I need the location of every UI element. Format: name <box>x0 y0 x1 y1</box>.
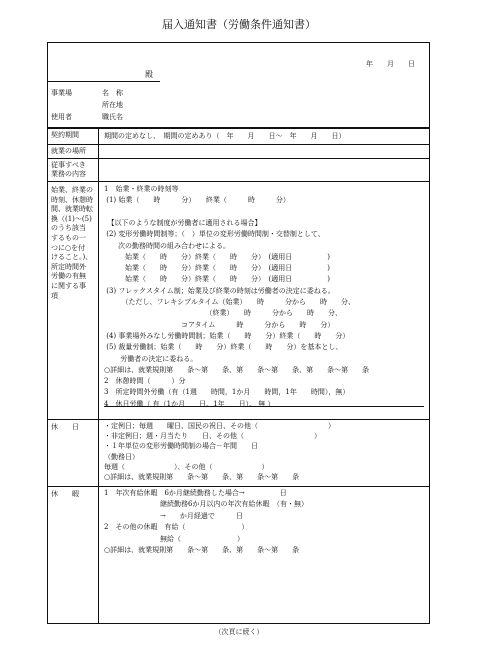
hours-line: (1) 始業（ 時 分） 終業（ 時 分） <box>104 196 290 205</box>
row-divider <box>48 486 429 487</box>
hours-label-line: つに○を付 <box>51 243 86 252</box>
row-divider <box>48 144 429 145</box>
employer-position-label: 職氏名 <box>102 113 123 121</box>
hours-line: (4) 事業場外みなし労働時間制；始業（ 時 分）終業（ 時 分） <box>104 331 350 340</box>
hours-line: (3) フレックスタイム制；始業及び終業の時刻は労働者の決定に委ねる。 <box>104 286 335 295</box>
hours-line: コアタイム 時 分から 時 分） <box>104 320 335 329</box>
leave-line: 無給（ ） <box>104 534 244 543</box>
addressee-honorific: 殿 <box>145 70 153 79</box>
hours-line: 4 休日労働（ 有（1か月 日、1年 日）、 無 ） <box>104 399 275 408</box>
row-divider <box>48 158 429 159</box>
hours-line: 始業（ 時 分）終業（ 時 分） (適用日 ) <box>104 275 330 284</box>
hours-line: 労働者の決定に委ねる。 <box>104 354 198 363</box>
row-divider <box>48 419 429 420</box>
hours-label-line: に関する事 <box>51 282 86 290</box>
continued-note: （次頁に続く） <box>214 628 264 636</box>
date-line: 年 月 日 <box>366 60 415 68</box>
holidays-line: ・定例日；毎週 曜日、国民の祝日、その他（ ） <box>104 422 335 430</box>
hours-line: (2) 変形労働時間制等；（ ）単位の変形労働時間制・交替制として、 <box>104 230 325 239</box>
hours-label-line: 間、就業時転 <box>51 205 93 214</box>
employer-address-label: 所在地 <box>102 101 123 109</box>
holidays-line: ・１年単位の変形労働時間制の場合－年間 日 <box>104 442 258 451</box>
hours-line: （終業） 時 分から 時 分、 <box>104 309 342 318</box>
hours-label-line: けること。)、 <box>51 253 93 262</box>
leave-line: 1 年次有給休暇 6か月継続勤務した場合→ 日 <box>104 489 287 497</box>
row-divider <box>48 181 429 182</box>
hours-label-line: 項 <box>51 291 58 300</box>
hours-label-line: 労働の有無 <box>51 272 86 281</box>
holidays-line: ・非定例日；週・月当たり 日、その他（ ） <box>104 432 321 441</box>
user-label: 使用者 <box>51 113 72 121</box>
hours-line: 次の勤務時間の組み合わせによる。 <box>104 241 230 250</box>
duties-label-2: 業務の内容 <box>51 170 86 178</box>
duties-label-1: 従事すべき <box>51 161 86 169</box>
section-divider <box>48 127 429 129</box>
hours-label-line: 始業、終業の <box>51 186 93 194</box>
holidays-line: （勤務日） <box>104 452 139 461</box>
hours-line: 始業（ 時 分）終業（ 時 分） (適用日 ) <box>104 252 330 261</box>
contract-label: 契約期間 <box>51 131 79 139</box>
hours-line: ○詳細は、就業規則第 条～第 条、第 条～第 条、第 条～第 条 <box>104 365 370 374</box>
label-column-divider <box>98 127 99 624</box>
hours-label-line: のうち該当 <box>51 224 86 233</box>
hours-label-line: 時刻、休憩時 <box>51 195 93 204</box>
addressee-underline <box>48 81 160 82</box>
contract-text: 期間の定めなし、 期間の定めあり（ 年 月 日～ 年 月 日） <box>104 132 346 140</box>
hours-label-line: 所定時間外 <box>51 262 86 271</box>
leave-line: → か月経過で 日 <box>104 511 243 520</box>
leave-line: ○詳細は、就業規則第 条～第 条、第 条～第 条 <box>104 546 300 554</box>
workplace-label: 就業の場所 <box>51 147 86 155</box>
hours-line: 2 休憩時間（ ）分 <box>104 377 186 386</box>
hours-line: （ただし、フレキシブルタイム（始業） 時 分から 時 分、 <box>104 298 355 306</box>
holidays-line: ○詳細は、就業規則第 条～第 条、第 条～第 条 <box>104 473 300 481</box>
employer-name-label: 名 称 <box>102 89 123 97</box>
hours-line: (5) 裁量労働制；始業（ 時 分）終業（ 時 分）を基本とし、 <box>104 343 343 352</box>
hours-line: 3 所定時間外労働（有（1週 時間，1か月 時間，1年 時間），無） <box>104 388 350 397</box>
business-label: 事業場 <box>51 89 72 97</box>
leave-line: 継続勤務6か月以内の年次有給休暇 （有・無） <box>104 500 308 509</box>
holidays-label: 休 日 <box>51 423 79 431</box>
notice-form <box>47 42 430 624</box>
hours-line: 1 始業・終業の時刻等 <box>104 185 179 193</box>
leave-line: 2 その他の休暇 有給（ ） <box>104 523 249 532</box>
holidays-line: 毎週（ ）、その他（ ） <box>104 462 269 471</box>
hours-underline <box>104 406 424 407</box>
document-title: 届入通知書（労働条件通知書） <box>162 18 316 31</box>
hours-label-line: 換（(1)～(5) <box>51 214 92 223</box>
hours-label-line: するもの一 <box>51 234 86 242</box>
hours-line: 始業（ 時 分）終業（ 時 分） (適用日 ) <box>104 264 330 273</box>
hours-line: 【以下のような制度が労働者に適用される場合】 <box>104 218 262 227</box>
leave-label: 休 暇 <box>51 490 79 498</box>
